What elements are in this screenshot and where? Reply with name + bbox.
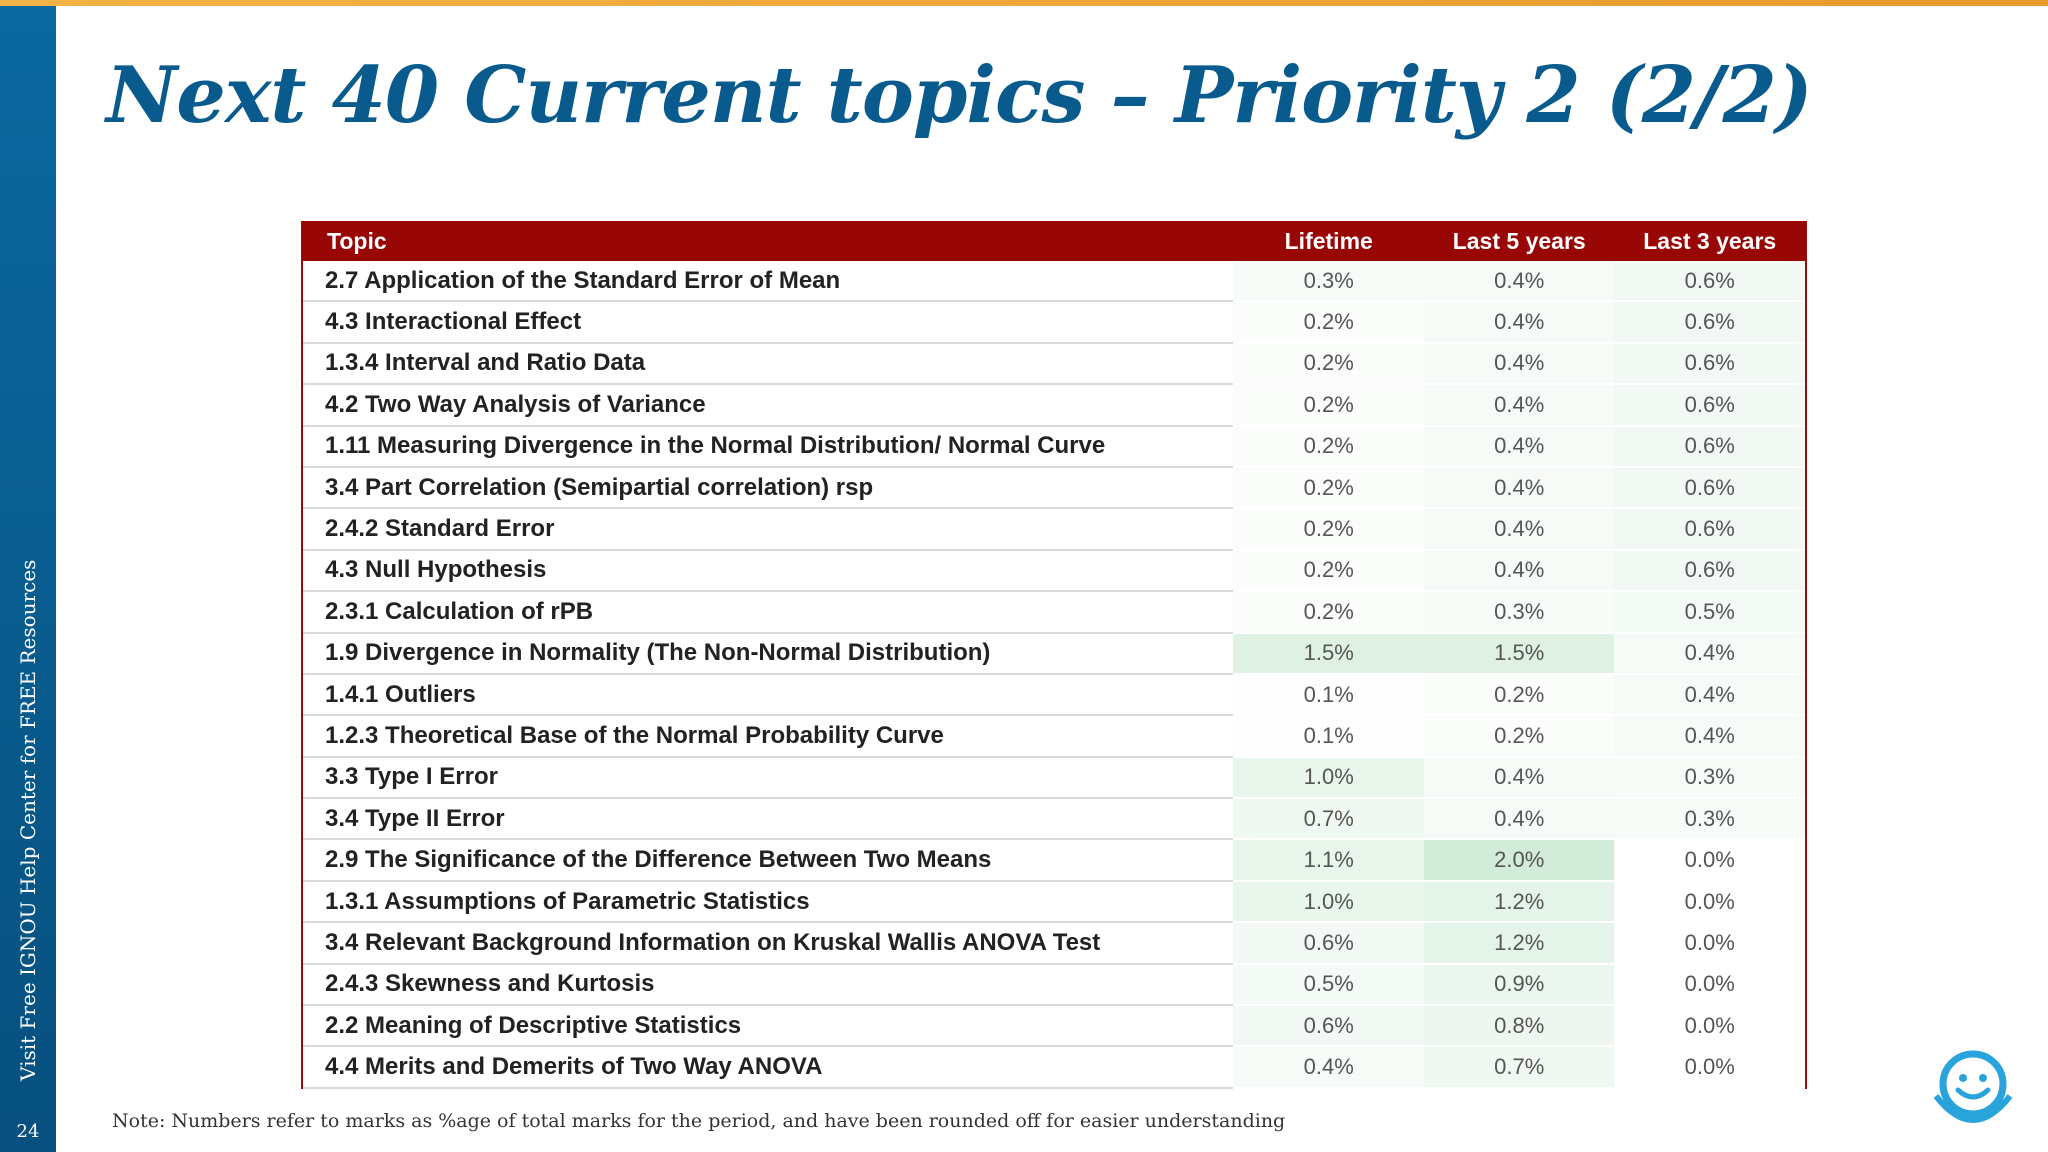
lifetime-cell: 0.3% — [1233, 261, 1424, 301]
topic-cell: 3.4 Relevant Background Information on Kruskal Wallis ANOVA Test — [303, 922, 1233, 963]
table-header-row — [303, 221, 1805, 261]
last-5-years-cell: 0.4% — [1424, 261, 1615, 301]
table-row — [303, 839, 1805, 880]
last-3-years-cell: 0.6% — [1614, 261, 1805, 301]
lifetime-cell: 1.0% — [1233, 881, 1424, 922]
last-3-years-cell: 0.6% — [1614, 301, 1805, 342]
last-5-years-cell: 0.2% — [1424, 715, 1615, 756]
table-row — [303, 881, 1805, 922]
lifetime-cell: 0.6% — [1233, 1005, 1424, 1046]
topic-cell: 2.4.2 Standard Error — [303, 508, 1233, 549]
table-row — [303, 633, 1805, 674]
lifetime-cell: 1.5% — [1233, 633, 1424, 674]
lifetime-cell: 0.7% — [1233, 798, 1424, 839]
lifetime-cell: 0.2% — [1233, 508, 1424, 549]
topic-cell: 3.4 Part Correlation (Semipartial correlation) rsp — [303, 467, 1233, 508]
lifetime-cell: 0.2% — [1233, 550, 1424, 591]
last-5-years-cell: 0.3% — [1424, 591, 1615, 632]
lifetime-cell: 0.1% — [1233, 715, 1424, 756]
table-row — [303, 343, 1805, 384]
last-5-years-cell: 0.4% — [1424, 508, 1615, 549]
lifetime-cell: 0.2% — [1233, 343, 1424, 384]
last-5-years-cell: 1.2% — [1424, 922, 1615, 963]
last-3-years-cell: 0.6% — [1614, 343, 1805, 384]
lifetime-cell: 0.5% — [1233, 964, 1424, 1005]
last-3-years-cell: 0.3% — [1614, 757, 1805, 798]
lifetime-cell: 1.1% — [1233, 839, 1424, 880]
last-5-years-cell: 0.4% — [1424, 757, 1615, 798]
topic-cell: 3.4 Type II Error — [303, 798, 1233, 839]
table-row — [303, 757, 1805, 798]
lifetime-cell: 0.2% — [1233, 301, 1424, 342]
last-5-years-cell: 1.2% — [1424, 881, 1615, 922]
last-3-years-cell: 0.6% — [1614, 508, 1805, 549]
topic-cell: 2.4.3 Skewness and Kurtosis — [303, 964, 1233, 1005]
lifetime-cell: 0.2% — [1233, 426, 1424, 467]
last-3-years-cell: 0.6% — [1614, 550, 1805, 591]
last-3-years-cell: 0.0% — [1614, 964, 1805, 1005]
table-row — [303, 591, 1805, 632]
topic-cell: 1.3.4 Interval and Ratio Data — [303, 343, 1233, 384]
topic-cell: 2.9 The Significance of the Difference Between Two Means — [303, 839, 1233, 880]
table-row — [303, 301, 1805, 342]
lifetime-cell: 0.6% — [1233, 922, 1424, 963]
lifetime-cell: 1.0% — [1233, 757, 1424, 798]
last-3-years-cell: 0.6% — [1614, 467, 1805, 508]
table-row — [303, 261, 1805, 301]
lifetime-cell: 0.2% — [1233, 467, 1424, 508]
last-3-years-cell: 0.6% — [1614, 426, 1805, 467]
topic-cell: 2.7 Application of the Standard Error of Mean — [303, 261, 1233, 301]
topic-cell: 1.4.1 Outliers — [303, 674, 1233, 715]
last-5-years-cell: 0.7% — [1424, 1046, 1615, 1087]
table-row — [303, 922, 1805, 963]
last-3-years-cell: 0.4% — [1614, 715, 1805, 756]
topic-cell: 3.3 Type I Error — [303, 757, 1233, 798]
header-topic: Topic — [303, 221, 1233, 261]
topic-cell: 4.3 Interactional Effect — [303, 301, 1233, 342]
last-3-years-cell: 0.3% — [1614, 798, 1805, 839]
last-5-years-cell: 0.4% — [1424, 343, 1615, 384]
topic-cell: 1.9 Divergence in Normality (The Non-Normal Distribution) — [303, 633, 1233, 674]
lifetime-cell: 0.4% — [1233, 1046, 1424, 1087]
table-row — [303, 715, 1805, 756]
last-5-years-cell: 0.4% — [1424, 550, 1615, 591]
topic-cell: 4.3 Null Hypothesis — [303, 550, 1233, 591]
topic-cell: 4.2 Two Way Analysis of Variance — [303, 384, 1233, 425]
last-3-years-cell: 0.0% — [1614, 922, 1805, 963]
table-row — [303, 798, 1805, 839]
last-5-years-cell: 0.4% — [1424, 798, 1615, 839]
lifetime-cell: 0.2% — [1233, 591, 1424, 632]
table-row — [303, 426, 1805, 467]
table-row — [303, 1005, 1805, 1046]
table-row — [303, 508, 1805, 549]
table-row — [303, 467, 1805, 508]
slide-title: Next 40 Current topics – Priority 2 (2/2) — [106, 50, 1812, 141]
topic-cell: 4.4 Merits and Demerits of Two Way ANOVA — [303, 1046, 1233, 1087]
last-3-years-cell: 0.0% — [1614, 1046, 1805, 1087]
last-5-years-cell: 2.0% — [1424, 839, 1615, 880]
topics-table — [301, 221, 1807, 1089]
header-last-5-years: Last 5 years — [1424, 221, 1615, 261]
lifetime-cell: 0.1% — [1233, 674, 1424, 715]
table-row — [303, 384, 1805, 425]
top-accent-bar — [0, 0, 2048, 6]
sidebar-text: Visit Free IGNOU Help Center for FREE Resources — [16, 559, 40, 1081]
table-row — [303, 1046, 1805, 1087]
last-5-years-cell: 0.4% — [1424, 426, 1615, 467]
topic-cell: 1.2.3 Theoretical Base of the Normal Probability Curve — [303, 715, 1233, 756]
smiley-logo-icon — [1930, 1044, 2016, 1130]
topic-cell: 2.3.1 Calculation of rPB — [303, 591, 1233, 632]
footnote: Note: Numbers refer to marks as %age of total marks for the period, and have been rounded off for easier understanding — [112, 1110, 1286, 1132]
topic-cell: 2.2 Meaning of Descriptive Statistics — [303, 1005, 1233, 1046]
last-3-years-cell: 0.0% — [1614, 881, 1805, 922]
last-3-years-cell: 0.0% — [1614, 1005, 1805, 1046]
table-row — [303, 550, 1805, 591]
last-5-years-cell: 0.2% — [1424, 674, 1615, 715]
lifetime-cell: 0.2% — [1233, 384, 1424, 425]
sidebar — [0, 6, 56, 1152]
last-5-years-cell: 1.5% — [1424, 633, 1615, 674]
last-5-years-cell: 0.9% — [1424, 964, 1615, 1005]
last-3-years-cell: 0.4% — [1614, 674, 1805, 715]
last-3-years-cell: 0.4% — [1614, 633, 1805, 674]
page-number: 24 — [16, 1121, 40, 1142]
last-5-years-cell: 0.4% — [1424, 467, 1615, 508]
last-5-years-cell: 0.4% — [1424, 301, 1615, 342]
table-row — [303, 674, 1805, 715]
last-3-years-cell: 0.6% — [1614, 384, 1805, 425]
header-lifetime: Lifetime — [1233, 221, 1424, 261]
last-3-years-cell: 0.0% — [1614, 839, 1805, 880]
last-5-years-cell: 0.8% — [1424, 1005, 1615, 1046]
last-5-years-cell: 0.4% — [1424, 384, 1615, 425]
topic-cell: 1.11 Measuring Divergence in the Normal Distribution/ Normal Curve — [303, 426, 1233, 467]
last-3-years-cell: 0.5% — [1614, 591, 1805, 632]
table-row — [303, 964, 1805, 1005]
header-last-3-years: Last 3 years — [1614, 221, 1805, 261]
topic-cell: 1.3.1 Assumptions of Parametric Statistics — [303, 881, 1233, 922]
